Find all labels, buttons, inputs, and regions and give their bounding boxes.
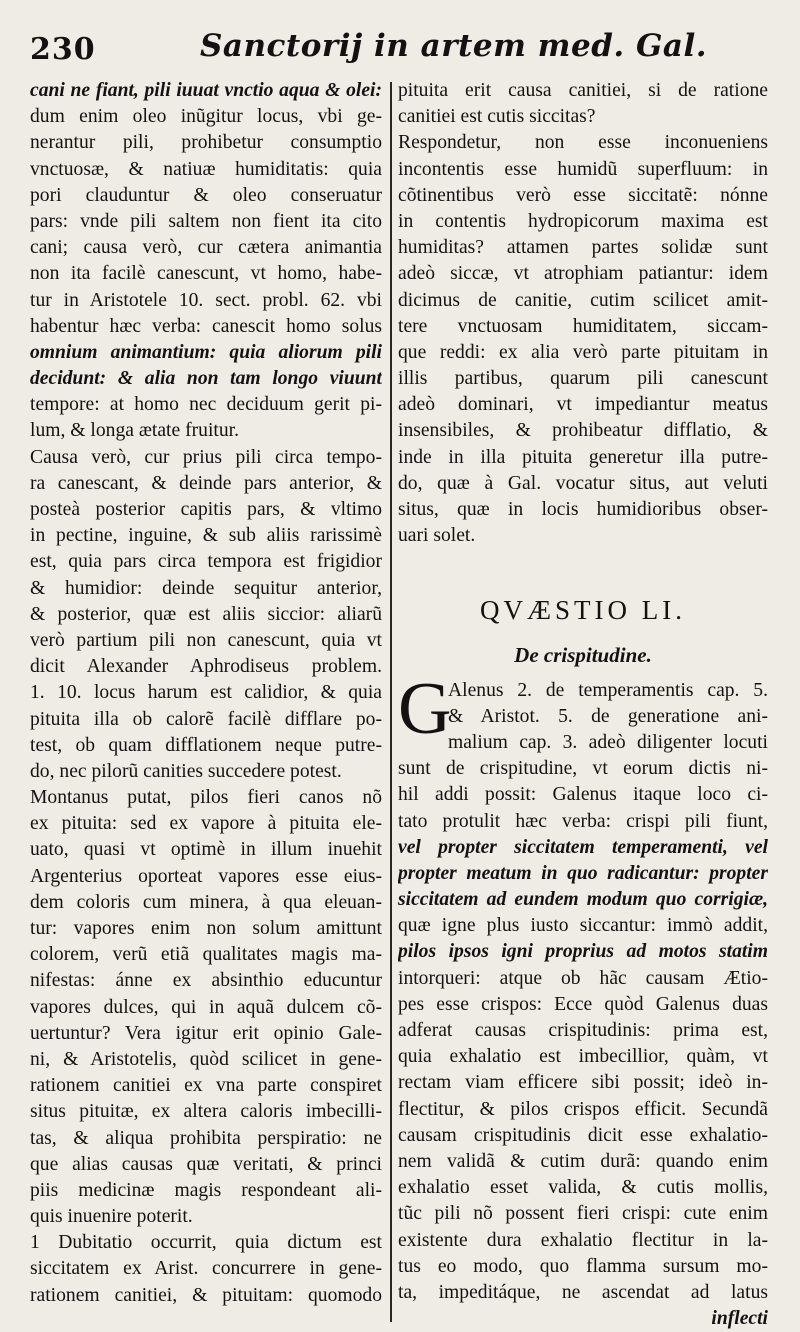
text-line: pori clauduntur & oleo conseruatur: [30, 184, 382, 206]
left-column: [30, 78, 382, 1309]
text-line: & posterior, quæ est aliis siccior: aliarũ: [30, 603, 382, 625]
text-line: vnctuosæ, & natiuæ humiditatis: quia: [30, 158, 382, 180]
text-line: illis partibus, quarum pili canescunt: [398, 368, 768, 390]
text-line: habentur hæc verba: canescit homo solus: [30, 315, 382, 337]
text-line: decidunt: & alia non tam longo viuunt: [30, 368, 382, 390]
text-line: tus eo modo, quo flamma sursum mo-: [398, 1255, 768, 1277]
text-line: situs pituitæ, ex altera caloris imbecilli-: [30, 1101, 382, 1123]
text-line: Montanus putat, pilos fieri canos nõ: [30, 787, 382, 809]
text-line: test, ob quam difflationem neque putre-: [30, 734, 382, 756]
text-line: posteà posterior capitis pars, & vltimo: [30, 499, 382, 520]
text-line: ni, & Aristotelis, quòd scilicet in gene-: [30, 1048, 382, 1070]
text-line: nem validã & cutim durã: quando enim: [398, 1150, 768, 1172]
text-line: intorqueri: atque ob hãc causam Ætio-: [398, 967, 768, 989]
text-line: non ita facilè canescunt, vt homo, habe-: [30, 263, 382, 285]
text-line: humiditas? attamen partes solidæ sunt: [398, 237, 768, 259]
text-line: siccitatem ex Arist. concurrere in gene-: [30, 1258, 382, 1280]
dropcap-paragraph: [398, 667, 768, 757]
text-line: verò partium pili non canescunt, quia vt: [30, 629, 382, 651]
text-line: causam crispitudinis dicit esse exhalatio-: [398, 1124, 768, 1146]
text-line: tere vnctuosam humiditatem, siccam-: [398, 315, 768, 337]
text-line: canitiei est cutis siccitas?: [398, 106, 596, 128]
text-line: Causa verò, cur prius pili circa tempo-: [30, 446, 382, 468]
text-line: existente dura exhalatio flectitur in la-: [398, 1229, 768, 1251]
right-column: [398, 78, 768, 1332]
text-line: nifestas: ánne ex absinthio educuntur: [30, 970, 382, 992]
text-line: dum enim oleo inũgitur locus, vbi ge-: [30, 106, 382, 128]
text-line: & Aristot. 5. de generatione ani-: [448, 705, 768, 727]
text-line: que alias causas quæ veritati, & princi: [30, 1153, 382, 1175]
text-line: dem coloris cum minera, à qua eleuan-: [30, 891, 382, 913]
text-line: quia exhalatio est imbecillior, quàm, vt: [398, 1046, 768, 1068]
text-line: sunt de crispitudine, vt eorum dictis ni-: [398, 758, 768, 780]
right-column-top-text: [398, 78, 768, 549]
text-line: tur in Aristotele 10. sect. probl. 62. vbi: [30, 289, 382, 311]
text-line: rationem canitiei, & pituitam: quomodo: [30, 1284, 382, 1306]
text-line: insensibiles, & prohibeatur difflatio, &: [398, 420, 768, 442]
text-line: omnium animantium: quia aliorum pili: [30, 341, 382, 363]
question-title: QVÆSTIO LI.: [480, 594, 686, 625]
text-line: adferat causas crispitudinis: prima est,: [398, 1020, 768, 1041]
text-line: pituita illa ob calorẽ facilè difflare po-: [30, 708, 382, 730]
text-line: que reddi: ex alia verò parte pituitam in: [398, 341, 768, 363]
page-header: [30, 22, 770, 72]
text-line: siccitatem ad eundem modum quo corrigiæ,: [398, 889, 768, 911]
text-line: uato, quasi vt optimè in illum inuehit: [30, 839, 382, 861]
text-line: 1. 10. locus harum est calidior, & quia: [30, 682, 382, 704]
text-line: cani ne fiant, pili iuuat vnctio aqua & olei:: [30, 80, 382, 101]
text-line: malium cap. 3. adeò diligenter locuti: [448, 731, 768, 753]
text-line: 1 Dubitatio occurrit, quia dictum est: [30, 1232, 382, 1254]
text-line: do, quæ à Gal. vocatur situs, aut veluti: [398, 472, 768, 494]
text-line: & humidior: deinde sequitur anterior,: [30, 577, 382, 599]
page-number: 230: [30, 32, 96, 67]
text-line: Alenus 2. de temperamentis cap. 5.: [448, 679, 768, 701]
text-line: Respondetur, non esse inconueniens: [398, 132, 768, 154]
text-line: ex pituita: sed ex vapore à pituita ele-: [30, 813, 382, 835]
running-title: Sanctorij in artem med. Gal.: [200, 28, 708, 64]
text-line: pituita erit causa canitiei, si de ratione: [398, 80, 768, 101]
text-line: adeò siccæ, vt atrophiam patiantur: idem: [398, 263, 768, 285]
text-line: colorem, verũ etiã qualitates magis ma-: [30, 944, 382, 966]
text-line: dicimus de canitie, cutim scilicet amit-: [398, 289, 768, 311]
text-line: Argenterius oporteat vapores esse eius-: [30, 865, 382, 887]
dropcap-letter: G: [398, 667, 452, 750]
text-line: in contentis hydropicorum maxima est: [398, 210, 768, 232]
text-line: rationem canitiei ex vna parte conspiret: [30, 1075, 382, 1097]
text-line: quæ igne plus iusto siccantur: immò addit,: [398, 915, 768, 937]
text-line: cõtinentibus verò esse siccitatẽ: nónne: [398, 184, 768, 206]
text-line: exhalatio esset valida, & cutis mollis,: [398, 1177, 768, 1199]
text-line: inde in illa pituita generetur illa putre-: [398, 446, 768, 468]
text-line: dicit Alexander Aphrodiseus problem.: [30, 656, 382, 678]
text-line: ra canescant, & deinde pars anterior, &: [30, 472, 382, 494]
text-line: uertuntur? Vera igitur erit opinio Gale-: [30, 1022, 382, 1044]
text-line: tas, & aliqua prohibita perspiratio: ne: [30, 1127, 382, 1149]
text-line: pes esse crispos: Ecce quòd Galenus duas: [398, 993, 768, 1015]
right-column-bottom-text: [398, 756, 768, 1306]
text-line: lum, & longa ætate fruitur.: [30, 420, 239, 442]
text-line: flectitur, & pilos crispos efficit. Secundã: [398, 1098, 768, 1120]
text-line: piis medicinæ magis respondeant ali-: [30, 1179, 382, 1201]
text-line: cani; causa verò, cur cætera animantia: [30, 237, 382, 259]
text-line: ta, impeditáque, ne ascendat ad latus: [398, 1281, 768, 1303]
text-line: uari solet.: [398, 525, 476, 547]
text-line: tur: vapores enim non solum amittunt: [30, 918, 382, 939]
text-line: vel propter siccitatem temperamenti, vel: [398, 836, 768, 858]
text-line: pilos ipsos igni proprius ad motos statim: [398, 941, 768, 963]
text-line: tato protulit hæc verba: crispi pili fiunt,: [398, 810, 768, 832]
text-line: rectam viam efficere sibi possit; ideò in-: [398, 1072, 768, 1094]
text-line: quis inuenire poterit.: [30, 1206, 193, 1228]
text-line: nerantur pili, prohibetur consumptio: [30, 132, 382, 154]
text-line: tũc pili nõ possent fieri crispi: cute enim: [398, 1203, 768, 1225]
question-subtitle: De crispitudine.: [514, 642, 652, 667]
text-line: tempore: at homo nec deciduum gerit pi-: [30, 394, 382, 416]
text-line: do, nec pilorũ canities succedere potest.: [30, 760, 342, 782]
column-divider: [390, 82, 392, 1322]
text-line: hil addi possit: Galenus itaque loco ci-: [398, 784, 768, 806]
text-line: in pectine, inguine, & sub aliis rarissimè: [30, 525, 382, 547]
text-line: adeò dominari, vt impediantur meatus: [398, 394, 768, 416]
text-line: est, quia pars circa tempora est frigidior: [30, 551, 382, 573]
text-line: propter meatum in quo radicantur: propter: [398, 862, 768, 884]
catchword: inflecti: [711, 1308, 768, 1330]
text-line: incontentis esse humidũ superfluum: in: [398, 158, 768, 180]
text-line: pars: vnde pili saltem non fient ita cito: [30, 210, 382, 232]
text-line: situs, quæ in locis humidioribus obser-: [398, 499, 768, 520]
text-line: vapores dulces, qui in aquã dulcem cõ-: [30, 996, 382, 1018]
